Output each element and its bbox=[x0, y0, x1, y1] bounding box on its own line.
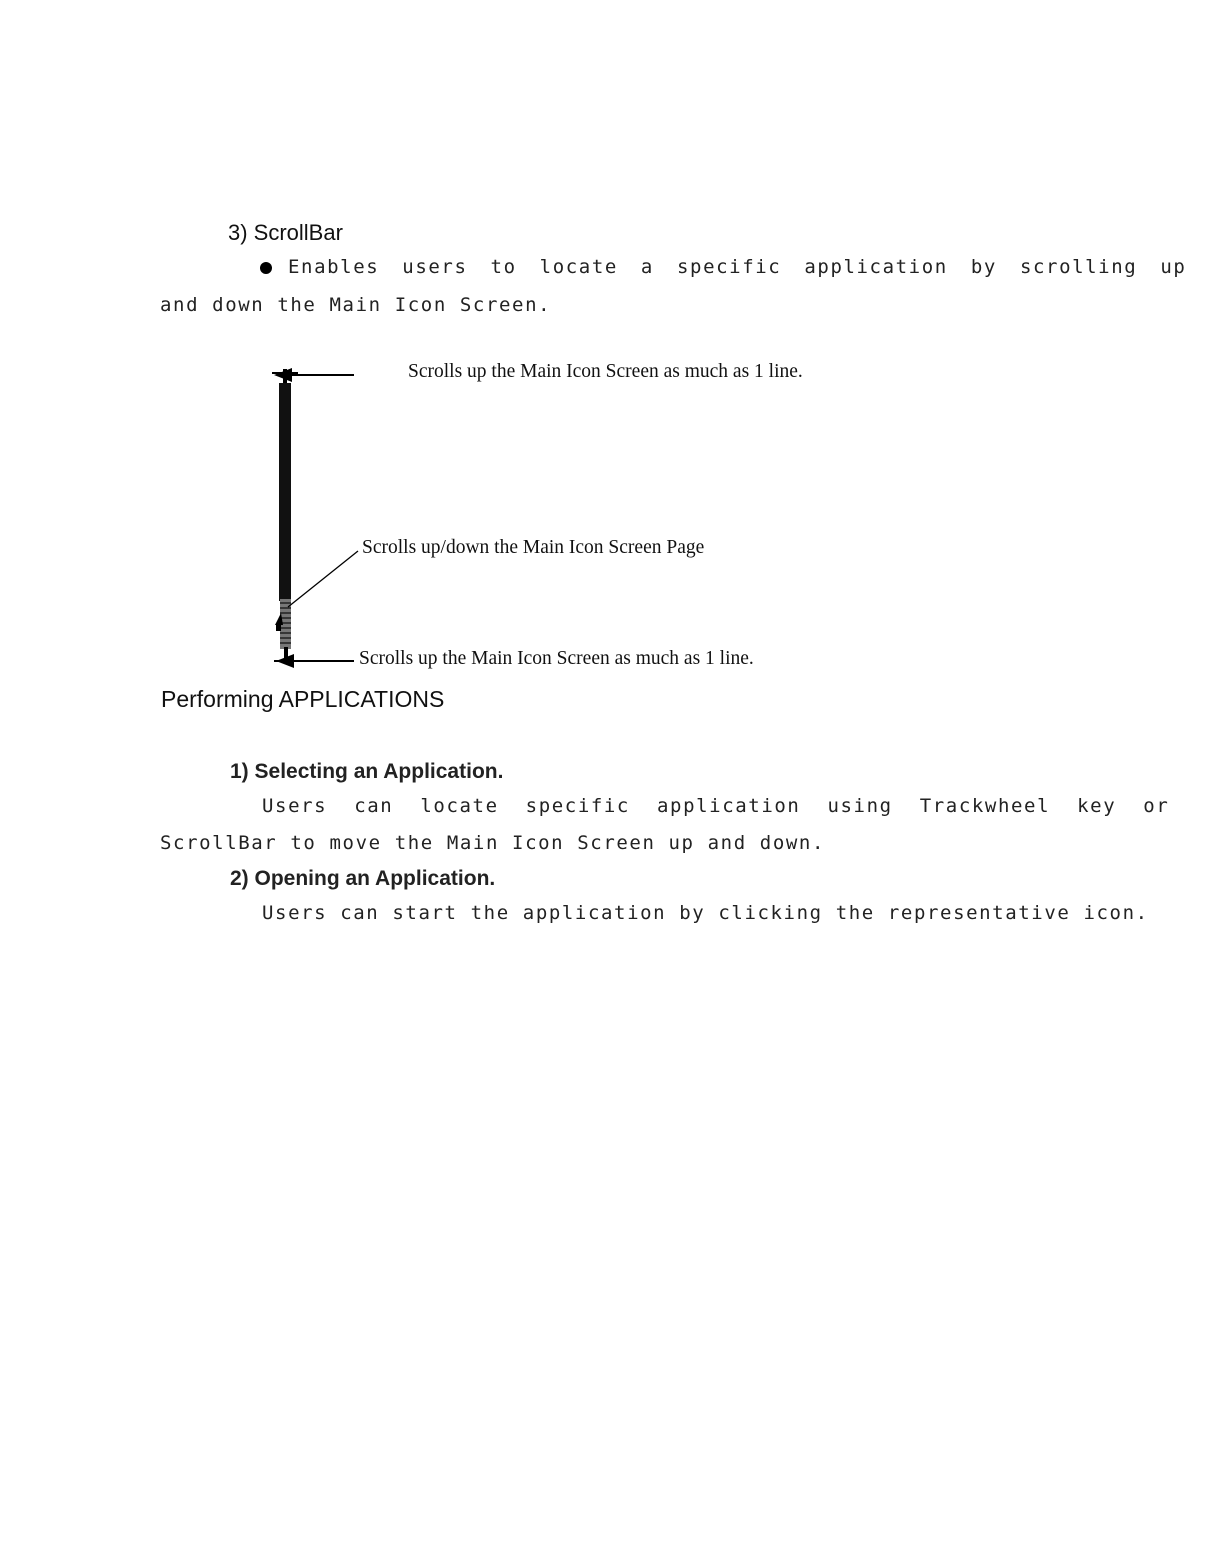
scrollbar-figure bbox=[262, 355, 882, 685]
callout-middle-label: Scrolls up/down the Main Icon Screen Page bbox=[362, 537, 705, 558]
callout-top-label: Scrolls up the Main Icon Screen as much as 1 line. bbox=[408, 361, 803, 382]
selecting-description-line-1: Users can locate specific application using Trackwheel key or bbox=[262, 795, 1170, 817]
middle-leader-line bbox=[288, 551, 358, 607]
scrollbar-description-line-1: Enables users to locate a specific application by scrolling up bbox=[288, 256, 1187, 278]
opening-description-line-1: Users can start the application by clicking the representative icon. bbox=[262, 902, 1149, 924]
scrollbar-heading: 3) ScrollBar bbox=[228, 220, 343, 245]
top-arrow-icon bbox=[272, 368, 354, 383]
scrollbar-track bbox=[279, 383, 291, 601]
section-title: Performing APPLICATIONS bbox=[161, 686, 445, 712]
bullet-dot-icon bbox=[260, 262, 272, 274]
selecting-description-line-2: ScrollBar to move the Main Icon Screen up and down. bbox=[160, 832, 825, 854]
scrollbar-description-line-2: and down the Main Icon Screen. bbox=[160, 294, 552, 316]
callout-bottom-label: Scrolls up the Main Icon Screen as much as 1 line. bbox=[359, 648, 754, 669]
selecting-application-heading: 1) Selecting an Application. bbox=[230, 760, 504, 783]
bottom-arrow-icon bbox=[274, 647, 354, 668]
opening-application-heading: 2) Opening an Application. bbox=[230, 867, 496, 890]
